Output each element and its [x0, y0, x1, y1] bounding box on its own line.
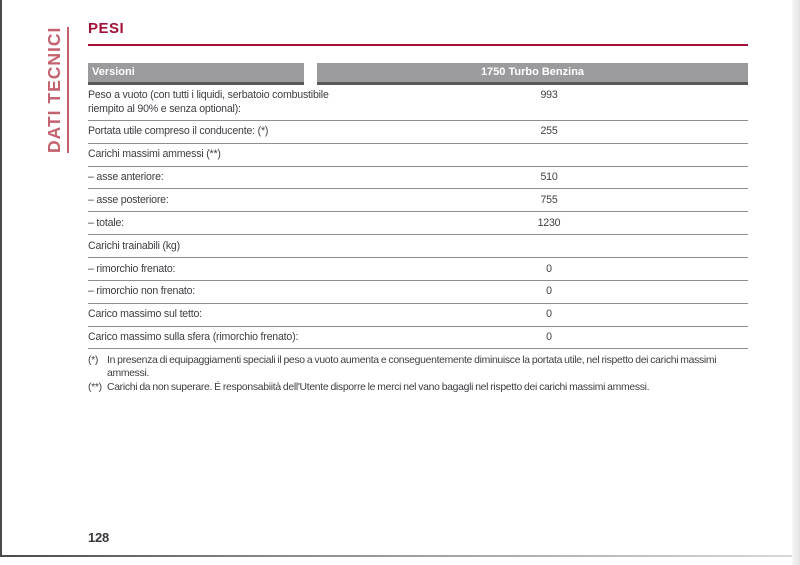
table-row: [88, 144, 748, 167]
row-label: Carichi massimi ammessi (**): [88, 148, 221, 161]
page-content: [88, 20, 748, 395]
row-label: Portata utile compreso il conducente: (*): [88, 125, 269, 138]
table-header-version-name: 1750 Turbo Benzina: [317, 63, 748, 85]
footnote-text: Carichi da non superare. É responsabiità dell'Utente disporre le merci nel vano bagagli nel rispetto dei carichi massimi ammessi.: [107, 381, 650, 393]
row-value: 0: [546, 285, 552, 298]
row-value: 510: [540, 171, 558, 184]
table-header-versioni: Versioni: [88, 63, 304, 85]
row-value: 993: [540, 89, 558, 102]
sidebar-section-label: DATI TECNICI: [46, 27, 69, 153]
row-value: 0: [546, 331, 552, 344]
footnote-item: [88, 382, 748, 395]
row-value: 0: [546, 308, 552, 321]
row-label: Carico massimo sul tetto:: [88, 308, 202, 321]
footnotes: [88, 355, 748, 394]
row-label: – totale:: [88, 216, 124, 229]
table-body: [88, 85, 748, 350]
table-row: [88, 258, 748, 281]
row-label: – rimorchio non frenato:: [88, 285, 196, 298]
page-bottom-border: [0, 555, 794, 557]
page-number: 128: [88, 530, 110, 545]
table-row: [88, 327, 748, 350]
row-value: 255: [540, 125, 558, 138]
footnote-marker: (**): [88, 381, 102, 393]
table-header-gap: [304, 63, 317, 85]
row-label: Peso a vuoto (con tutti i liquidi, serbatoio combustibile riempito al 90% e senza optional):: [88, 89, 329, 115]
row-value: 1230: [537, 216, 561, 229]
page-right-edge: [792, 0, 800, 565]
table-row: [88, 281, 748, 304]
footnote-item: [88, 355, 748, 380]
row-value: 0: [546, 262, 552, 275]
table-header-row: [88, 63, 748, 85]
table-row: [88, 235, 748, 258]
page-left-border: [0, 0, 2, 557]
page-title: PESI: [88, 20, 748, 46]
footnote-text: In presenza di equipaggiamenti speciali il peso a vuoto aumenta e conseguentemente diminuisce la portata utile, nel rispetto dei carichi massimi ammessi.: [107, 355, 717, 380]
row-label: – asse anteriore:: [88, 171, 164, 184]
footnote-marker: (*): [88, 355, 99, 367]
row-value: 755: [540, 193, 558, 206]
row-label: – asse posteriore:: [88, 193, 169, 206]
row-label: – rimorchio frenato:: [88, 262, 176, 275]
table-row: [88, 189, 748, 212]
row-label: Carichi trainabili (kg): [88, 239, 180, 252]
table-row: [88, 212, 748, 235]
row-label: Carico massimo sulla sfera (rimorchio frenato):: [88, 331, 299, 344]
table-row: [88, 167, 748, 190]
table-row: [88, 121, 748, 144]
table-row: [88, 304, 748, 327]
table-row: [88, 85, 748, 121]
